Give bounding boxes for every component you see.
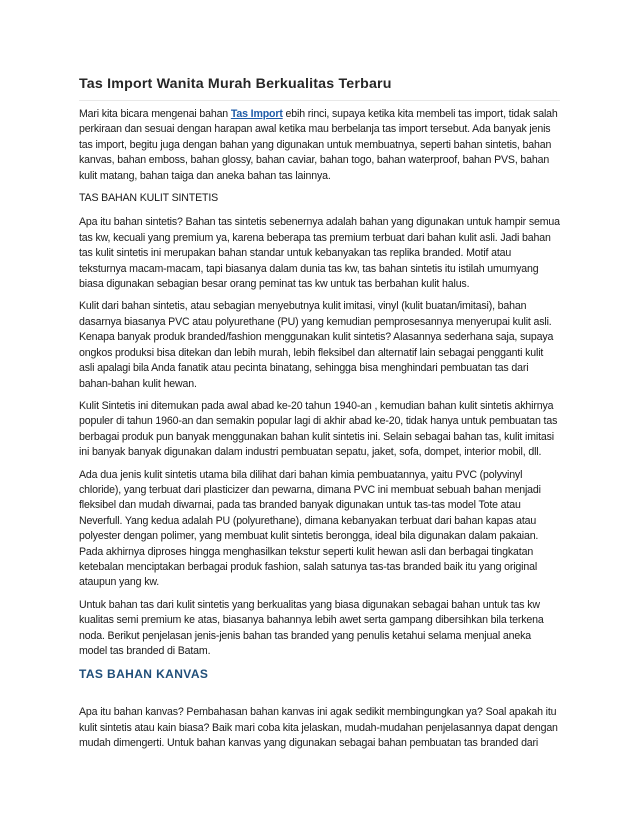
section-heading-kanvas: TAS BAHAN KANVAS <box>79 667 209 682</box>
intro-text-end: ebih rinci, supaya ketika kita membeli tas import, tidak salah perkiraan dan sesuai dengan harapan awal ketika mau berbelanja tas import tersebut. Ada banyak jenis tas import, begitu juga dengan bahan yang digunakan untuk membuatnya, seperti bahan sintetis, bahan kanvas, bahan emboss, bahan glossy, bahan caviar, bahan togo, bahan waterproof, bahan PVS, bahan kulit matang, bahan taiga dan aneka bahan tas lainnya. <box>79 108 558 182</box>
paragraph: Kulit dari bahan sintetis, atau sebagian menyebutnya kulit imitasi, vinyl (kulit buatan/imitasi), bahan dasarnya biasanya PVC atau polyurethane (PU) yang kemudian pemprosesannya menyerupai kulit asli. Kenapa banyak produk branded/fashion menggunakan kulit sintetis? Alasannya sederhana saja, supaya ongkos produksi bisa ditekan dan lebih murah, lebih fleksibel dan alternatif lain sebagai pengganti kulit asli apalagi bila Anda fanatik atau pecinta binatang, sehingga bisa menghindari pembuatan tas dari bahan-bahan kulit hewan. <box>79 300 554 390</box>
page-title: Tas Import Wanita Murah Berkualitas Terbaru <box>79 76 560 101</box>
paragraph: Untuk bahan tas dari kulit sintetis yang berkualitas yang biasa digunakan sebagai bahan untuk tas kw kualitas semi premium ke atas, biasanya bahannya lebih awet serta gampang dibersihkan bila terkena noda. Berikut penjelasan jenis-jenis bahan tas branded yang penulis ketahui selama menjual aneka model tas branded di Batam. <box>79 598 544 657</box>
tas-import-link[interactable]: Tas Import <box>230 108 283 120</box>
section-label-kulit-sintetis: TAS BAHAN KULIT SINTETIS <box>79 192 219 205</box>
intro-text-start: Mari kita bicara mengenai bahan <box>79 108 231 120</box>
paragraph: Ada dua jenis kulit sintetis utama bila dilihat dari bahan kimia pembuatannya, yaitu PVC (polyvinyl chloride), yang terbuat dari plasticizer dan pewarna, dimana PVC ini membuat sebuah bahan menjadi fleksibel dan mudah diwarnai, pada tas branded banyak digunakan untuk tas-tas model Tote atau Neverfull. Yang kedua adalah PU (polyurethane), dimana kebanyakan terbuat dari bahan kapas atau polyester dengan polimer, yang membuat kulit sintetis berongga, ideal bila digunakan dalam pakaian. Pada akhirnya diproses hingga menghasilkan tekstur seperti kulit hewan asli dan berbagai tingkatan ketebalan menciptakan berbagai produk fashion, salah satunya tas-tas branded baik itu yang original ataupun yang kw. <box>79 468 541 589</box>
intro-paragraph <box>79 107 560 184</box>
paragraph: Kulit Sintetis ini ditemukan pada awal abad ke-20 tahun 1940-an , kemudian bahan kulit sintetis akhirnya populer di tahun 1960-an dan semakin popular lagi di akhir abad ke-20, tidak hanya untuk pembuatan tas berbagai produk pun banyak menggunakan bahan kulit sintetis ini. Selain sebagai bahan tas, kulit imitasi ini banyak banyak digunakan dalam industri pembuatan sepatu, jaket, sofa, dompet, interior mobil, dll. <box>79 399 558 459</box>
paragraph: Apa itu bahan kanvas? Pembahasan bahan kanvas ini agak sedikit membingungkan ya? Soal apakah itu kulit sintetis atau kain biasa? Baik mari coba kita jelaskan, mudah-mudahan penjelasannya dapat dengan mudah dimengerti. Untuk bahan kanvas yang digunakan sebagai bahan pembuatan tas branded dari <box>79 706 558 750</box>
paragraph: Apa itu bahan sintetis? Bahan tas sintetis sebenernya adalah bahan yang digunakan untuk hampir semua tas kw, kecuali yang premium ya, karena beberapa tas premium terbuat dari bahan kulit asli. Jadi bahan tas kulit sintetis ini merupakan bahan standar untuk kebanyakan tas replika branded. Motif atau teksturnya macam-macam, tapi biasanya dalam dunia tas kw, tas bahan sintetis itu istilah umumyang biasa digunakan sebagian besar orang peminat tas kw untuk tas berbahan kulit halus. <box>79 216 560 291</box>
